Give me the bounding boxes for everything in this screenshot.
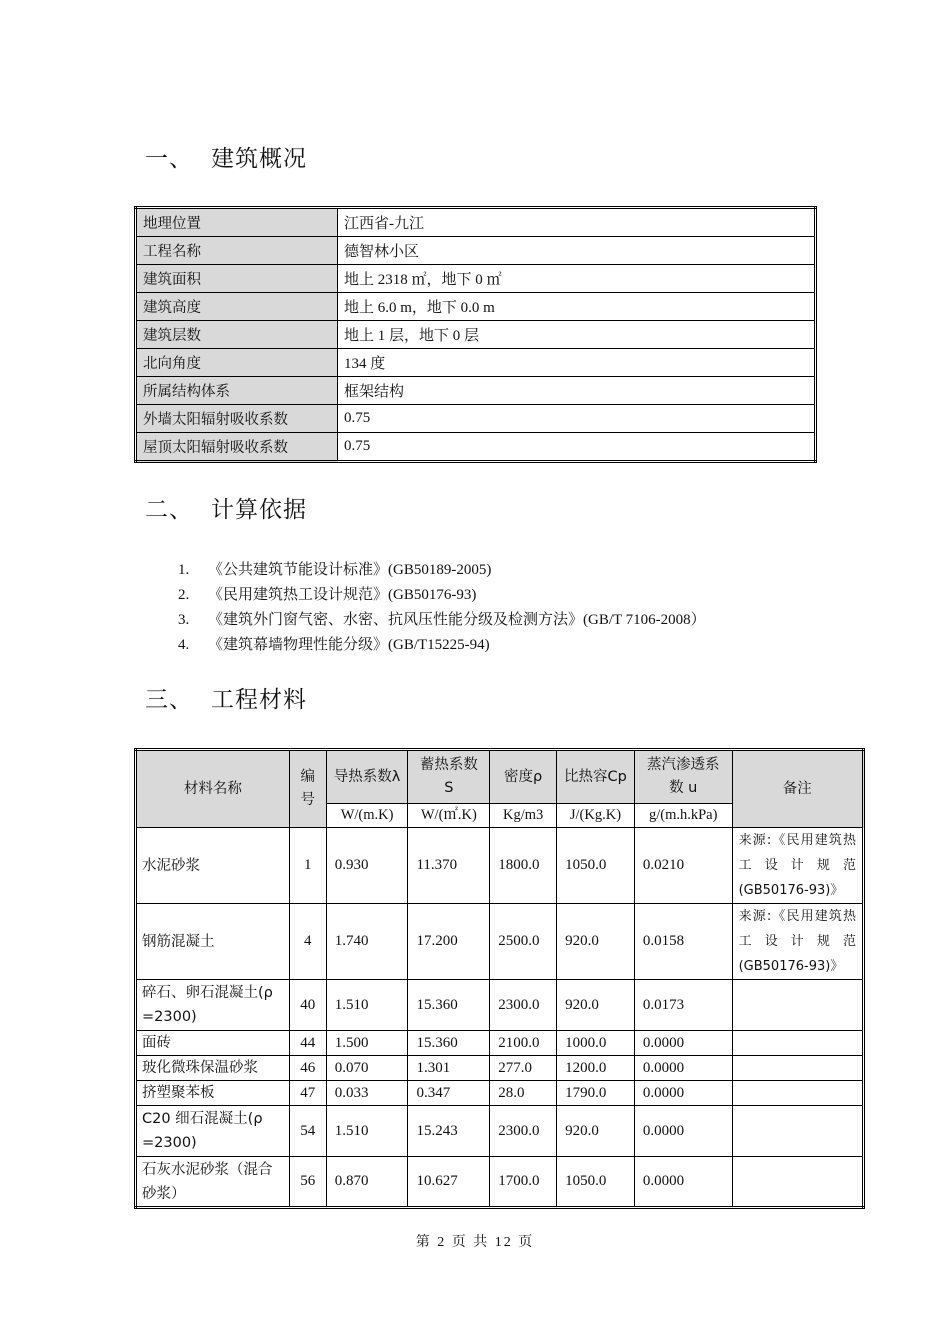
material-lambda: 1.740 <box>326 904 408 980</box>
unit-u: g/(m.h.kPa) <box>634 804 732 828</box>
material-u: 0.0173 <box>634 980 732 1031</box>
table-row <box>136 1106 864 1157</box>
material-name: 挤塑聚苯板 <box>136 1081 290 1106</box>
material-cp: 1200.0 <box>557 1056 635 1081</box>
material-lambda: 1.500 <box>326 1031 408 1056</box>
material-s: 15.360 <box>408 1031 490 1056</box>
basis-item-number: 3. <box>178 612 190 628</box>
header-rho: 密度ρ <box>490 750 557 804</box>
unit-s: W/(㎡.K) <box>408 804 490 828</box>
overview-row <box>136 433 816 462</box>
header-u: 蒸汽渗透系数 u <box>634 750 732 804</box>
basis-item <box>178 608 706 633</box>
materials-table <box>134 748 865 1209</box>
section-title-overview <box>145 140 307 173</box>
material-lambda: 0.870 <box>326 1157 408 1208</box>
basis-item-number: 4. <box>178 637 190 653</box>
section-number: 二、 <box>145 497 193 523</box>
section-heading: 工程材料 <box>211 687 307 713</box>
overview-value: 框架结构 <box>338 377 816 405</box>
material-lambda: 0.033 <box>326 1081 408 1106</box>
basis-item <box>178 583 706 608</box>
basis-item-text: 《公共建筑节能设计标准》(GB50189-2005) <box>208 562 492 578</box>
material-code: 46 <box>289 1056 326 1081</box>
overview-value: 0.75 <box>338 405 816 433</box>
material-cp: 1790.0 <box>557 1081 635 1106</box>
unit-lambda: W/(m.K) <box>326 804 408 828</box>
material-note <box>732 980 863 1031</box>
material-u: 0.0000 <box>634 1031 732 1056</box>
material-code: 47 <box>289 1081 326 1106</box>
material-u: 0.0000 <box>634 1106 732 1157</box>
basis-item-number: 2. <box>178 587 190 603</box>
section-title-basis <box>145 491 307 524</box>
section-number: 三、 <box>145 687 193 713</box>
overview-label: 地理位置 <box>136 208 338 237</box>
overview-row <box>136 349 816 377</box>
material-note <box>732 1031 863 1056</box>
material-u: 0.0158 <box>634 904 732 980</box>
material-s: 1.301 <box>408 1056 490 1081</box>
overview-row <box>136 321 816 349</box>
header-lambda: 导热系数λ <box>326 750 408 804</box>
material-density: 1800.0 <box>490 828 557 904</box>
material-s: 10.627 <box>408 1157 490 1208</box>
unit-rho: Kg/m3 <box>490 804 557 828</box>
header-code: 编号 <box>289 750 326 828</box>
material-density: 28.0 <box>490 1081 557 1106</box>
material-u: 0.0000 <box>634 1081 732 1106</box>
basis-item-text: 《民用建筑热工设计规范》(GB50176-93) <box>208 587 477 603</box>
material-note <box>732 1056 863 1081</box>
overview-row <box>136 208 816 237</box>
material-name: 水泥砂浆 <box>136 828 290 904</box>
overview-label: 屋顶太阳辐射吸收系数 <box>136 433 338 462</box>
material-name: 钢筋混凝土 <box>136 904 290 980</box>
overview-value: 134 度 <box>338 349 816 377</box>
basis-item <box>178 633 706 658</box>
material-density: 2300.0 <box>490 1106 557 1157</box>
material-density: 2500.0 <box>490 904 557 980</box>
material-name: 碎石、卵石混凝土(ρ =2300) <box>136 980 290 1031</box>
material-density: 2100.0 <box>490 1031 557 1056</box>
material-code: 44 <box>289 1031 326 1056</box>
material-code: 4 <box>289 904 326 980</box>
section-heading: 建筑概况 <box>211 146 307 172</box>
material-u: 0.0000 <box>634 1056 732 1081</box>
overview-row <box>136 293 816 321</box>
material-density: 1700.0 <box>490 1157 557 1208</box>
material-code: 1 <box>289 828 326 904</box>
material-s: 0.347 <box>408 1081 490 1106</box>
material-note <box>732 1106 863 1157</box>
material-cp: 1000.0 <box>557 1031 635 1056</box>
material-u: 0.0210 <box>634 828 732 904</box>
material-code: 56 <box>289 1157 326 1208</box>
material-u: 0.0000 <box>634 1157 732 1208</box>
material-note <box>732 1081 863 1106</box>
overview-label: 建筑面积 <box>136 265 338 293</box>
material-s: 15.360 <box>408 980 490 1031</box>
material-density: 2300.0 <box>490 980 557 1031</box>
material-note: 来源:《民用建筑热工设计规范(GB50176-93)》 <box>732 904 863 980</box>
overview-label: 建筑高度 <box>136 293 338 321</box>
overview-label: 北向角度 <box>136 349 338 377</box>
material-cp: 920.0 <box>557 904 635 980</box>
table-row <box>136 904 864 980</box>
overview-row <box>136 237 816 265</box>
table-row <box>136 828 864 904</box>
basis-item <box>178 558 706 583</box>
overview-value: 地上 6.0 m，地下 0.0 m <box>338 293 816 321</box>
material-note <box>732 1157 863 1208</box>
header-name: 材料名称 <box>136 750 290 828</box>
material-cp: 920.0 <box>557 1106 635 1157</box>
overview-row <box>136 405 816 433</box>
overview-value: 0.75 <box>338 433 816 462</box>
overview-label: 建筑层数 <box>136 321 338 349</box>
overview-label: 外墙太阳辐射吸收系数 <box>136 405 338 433</box>
material-s: 17.200 <box>408 904 490 980</box>
building-overview-table <box>134 206 817 463</box>
overview-value: 地上 1 层，地下 0 层 <box>338 321 816 349</box>
material-name: C20 细石混凝土(ρ =2300) <box>136 1106 290 1157</box>
basis-item-number: 1. <box>178 562 190 578</box>
material-code: 40 <box>289 980 326 1031</box>
table-row <box>136 1056 864 1081</box>
overview-row <box>136 377 816 405</box>
overview-value: 江西省-九江 <box>338 208 816 237</box>
section-heading: 计算依据 <box>211 497 307 523</box>
header-note: 备注 <box>732 750 863 828</box>
basis-list <box>178 558 706 658</box>
overview-label: 所属结构体系 <box>136 377 338 405</box>
material-cp: 1050.0 <box>557 828 635 904</box>
material-lambda: 0.070 <box>326 1056 408 1081</box>
overview-label: 工程名称 <box>136 237 338 265</box>
material-name: 石灰水泥砂浆（混合砂浆） <box>136 1157 290 1208</box>
material-lambda: 0.930 <box>326 828 408 904</box>
material-name: 玻化微珠保温砂浆 <box>136 1056 290 1081</box>
material-name: 面砖 <box>136 1031 290 1056</box>
basis-item-text: 《建筑外门窗气密、水密、抗风压性能分级及检测方法》(GB/T 7106-2008） <box>208 612 706 628</box>
header-s: 蓄热系数 S <box>408 750 490 804</box>
material-s: 11.370 <box>408 828 490 904</box>
material-code: 54 <box>289 1106 326 1157</box>
material-lambda: 1.510 <box>326 980 408 1031</box>
overview-row <box>136 265 816 293</box>
material-lambda: 1.510 <box>326 1106 408 1157</box>
section-number: 一、 <box>145 146 193 172</box>
table-row <box>136 980 864 1031</box>
material-cp: 920.0 <box>557 980 635 1031</box>
unit-cp: J/(Kg.K) <box>557 804 635 828</box>
overview-value: 德智林小区 <box>338 237 816 265</box>
overview-value: 地上 2318 ㎡，地下 0 ㎡ <box>338 265 816 293</box>
page-footer: 第 2 页 共 12 页 <box>415 1235 535 1250</box>
table-row <box>136 1157 864 1208</box>
table-row <box>136 1031 864 1056</box>
material-density: 277.0 <box>490 1056 557 1081</box>
material-s: 15.243 <box>408 1106 490 1157</box>
header-cp: 比热容Cp <box>557 750 635 804</box>
basis-item-text: 《建筑幕墙物理性能分级》(GB/T15225-94) <box>208 637 490 653</box>
table-row <box>136 1081 864 1106</box>
material-note: 来源:《民用建筑热工设计规范(GB50176-93)》 <box>732 828 863 904</box>
section-title-materials <box>145 681 307 714</box>
material-cp: 1050.0 <box>557 1157 635 1208</box>
